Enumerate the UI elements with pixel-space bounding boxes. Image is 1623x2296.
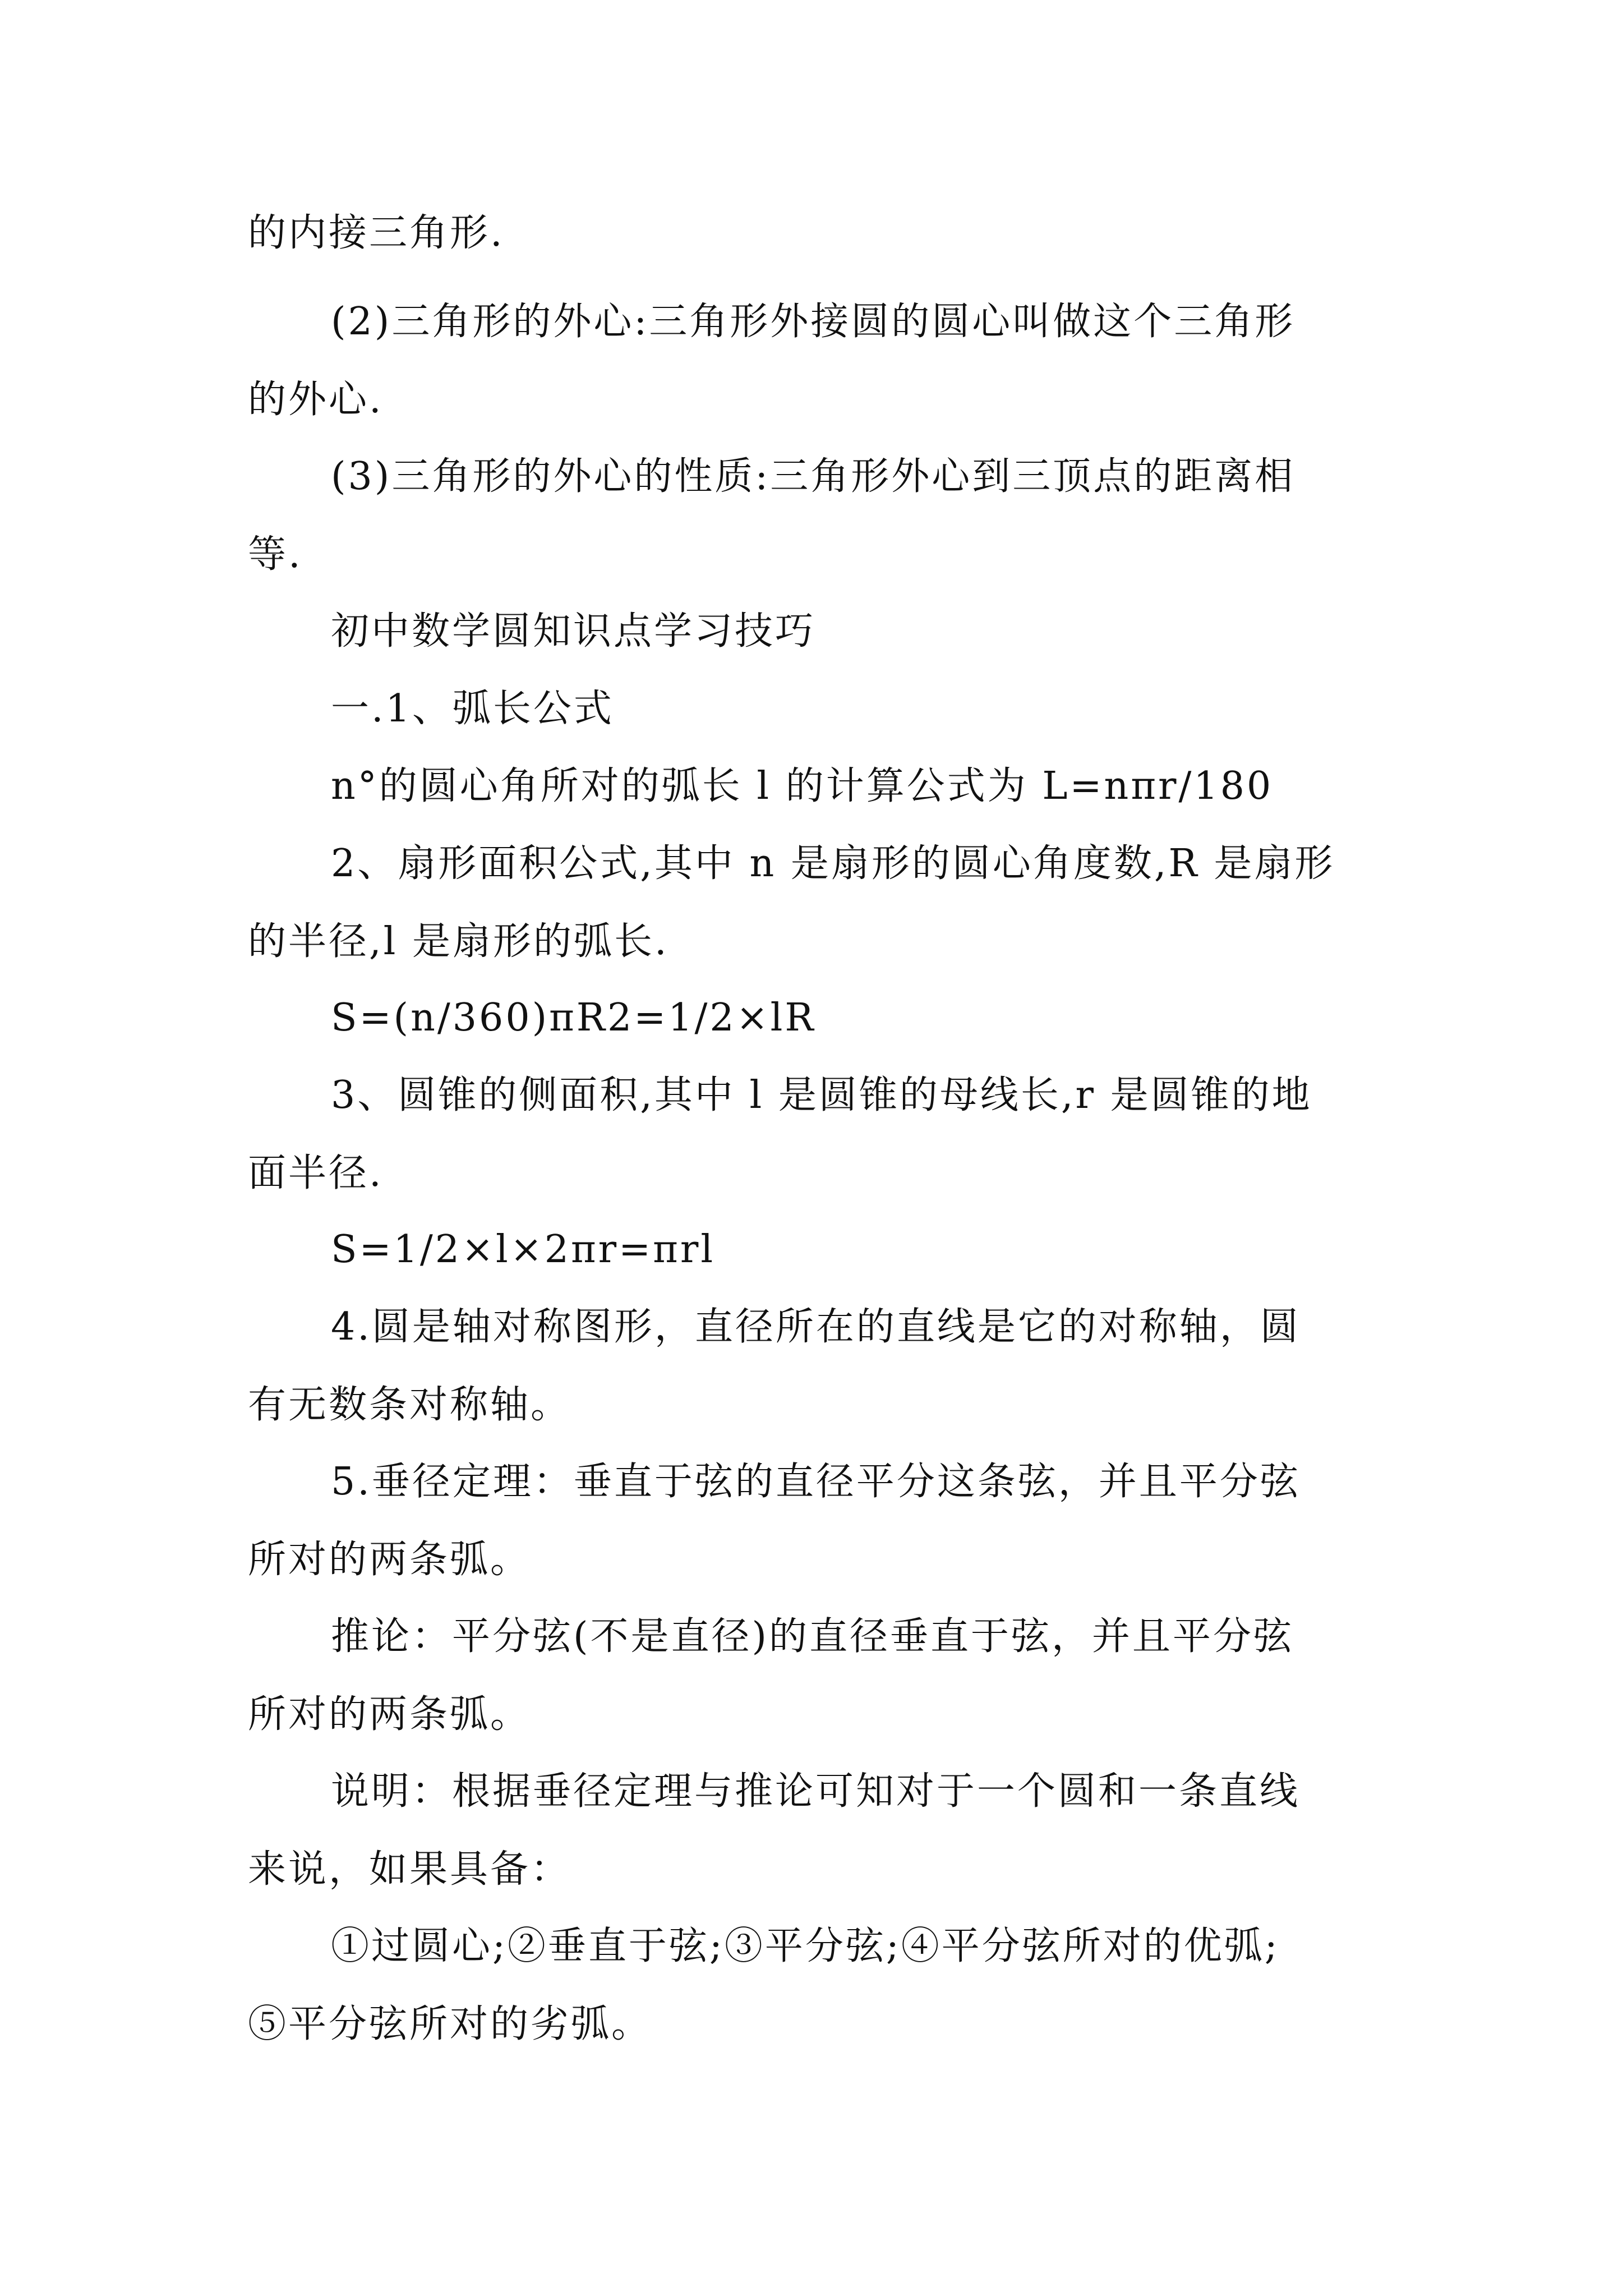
text-line: 有无数条对称轴。 (248, 1383, 571, 1427)
text-line: 的半径,l 是扇形的弧长. (248, 919, 669, 964)
text-line: (3)三角形的外心的性质:三角形外心到三顶点的距离相 (331, 454, 1295, 499)
text-line: 所对的两条弧。 (248, 1692, 531, 1737)
text-line: (2)三角形的外心:三角形外接圆的圆心叫做这个三角形 (331, 300, 1295, 344)
text-line: 5.垂径定理：垂直于弦的直径平分这条弦，并且平分弦 (331, 1460, 1301, 1504)
text-line: ①过圆心;②垂直于弦;③平分弦;④平分弦所对的优弧; (331, 1924, 1280, 1968)
text-line: 所对的两条弧。 (248, 1538, 531, 1582)
text-line: 的内接三角形. (248, 211, 505, 255)
section-heading: 初中数学圆知识点学习技巧 (331, 609, 816, 654)
text-line: 4.圆是轴对称图形，直径所在的直线是它的对称轴，圆 (331, 1305, 1301, 1349)
formula-line: S=1/2×l×2πr=πrl (331, 1227, 716, 1272)
text-line: 说明：根据垂径定理与推论可知对于一个圆和一条直线 (331, 1769, 1301, 1814)
formula-line: S=(n/360)πR2=1/2×lR (331, 996, 816, 1040)
formula-line: n°的圆心角所对的弧长 l 的计算公式为 L=nπr/180 (331, 764, 1274, 808)
text-line: 3、圆锥的侧面积,其中 l 是圆锥的母线长,r 是圆锥的地 (331, 1073, 1312, 1117)
text-line: 来说，如果具备： (248, 1847, 571, 1892)
text-line: 等. (248, 532, 303, 577)
text-line: 推论：平分弦(不是直径)的直径垂直于弦，并且平分弦 (331, 1614, 1294, 1659)
text-line: 面半径. (248, 1151, 384, 1195)
text-line: ⑤平分弦所对的劣弧。 (248, 2002, 652, 2046)
text-line: 2、扇形面积公式,其中 n 是扇形的圆心角度数,R 是扇形 (331, 841, 1335, 886)
text-line: 一.1、弧长公式 (331, 687, 614, 731)
text-line: 的外心. (248, 378, 384, 422)
